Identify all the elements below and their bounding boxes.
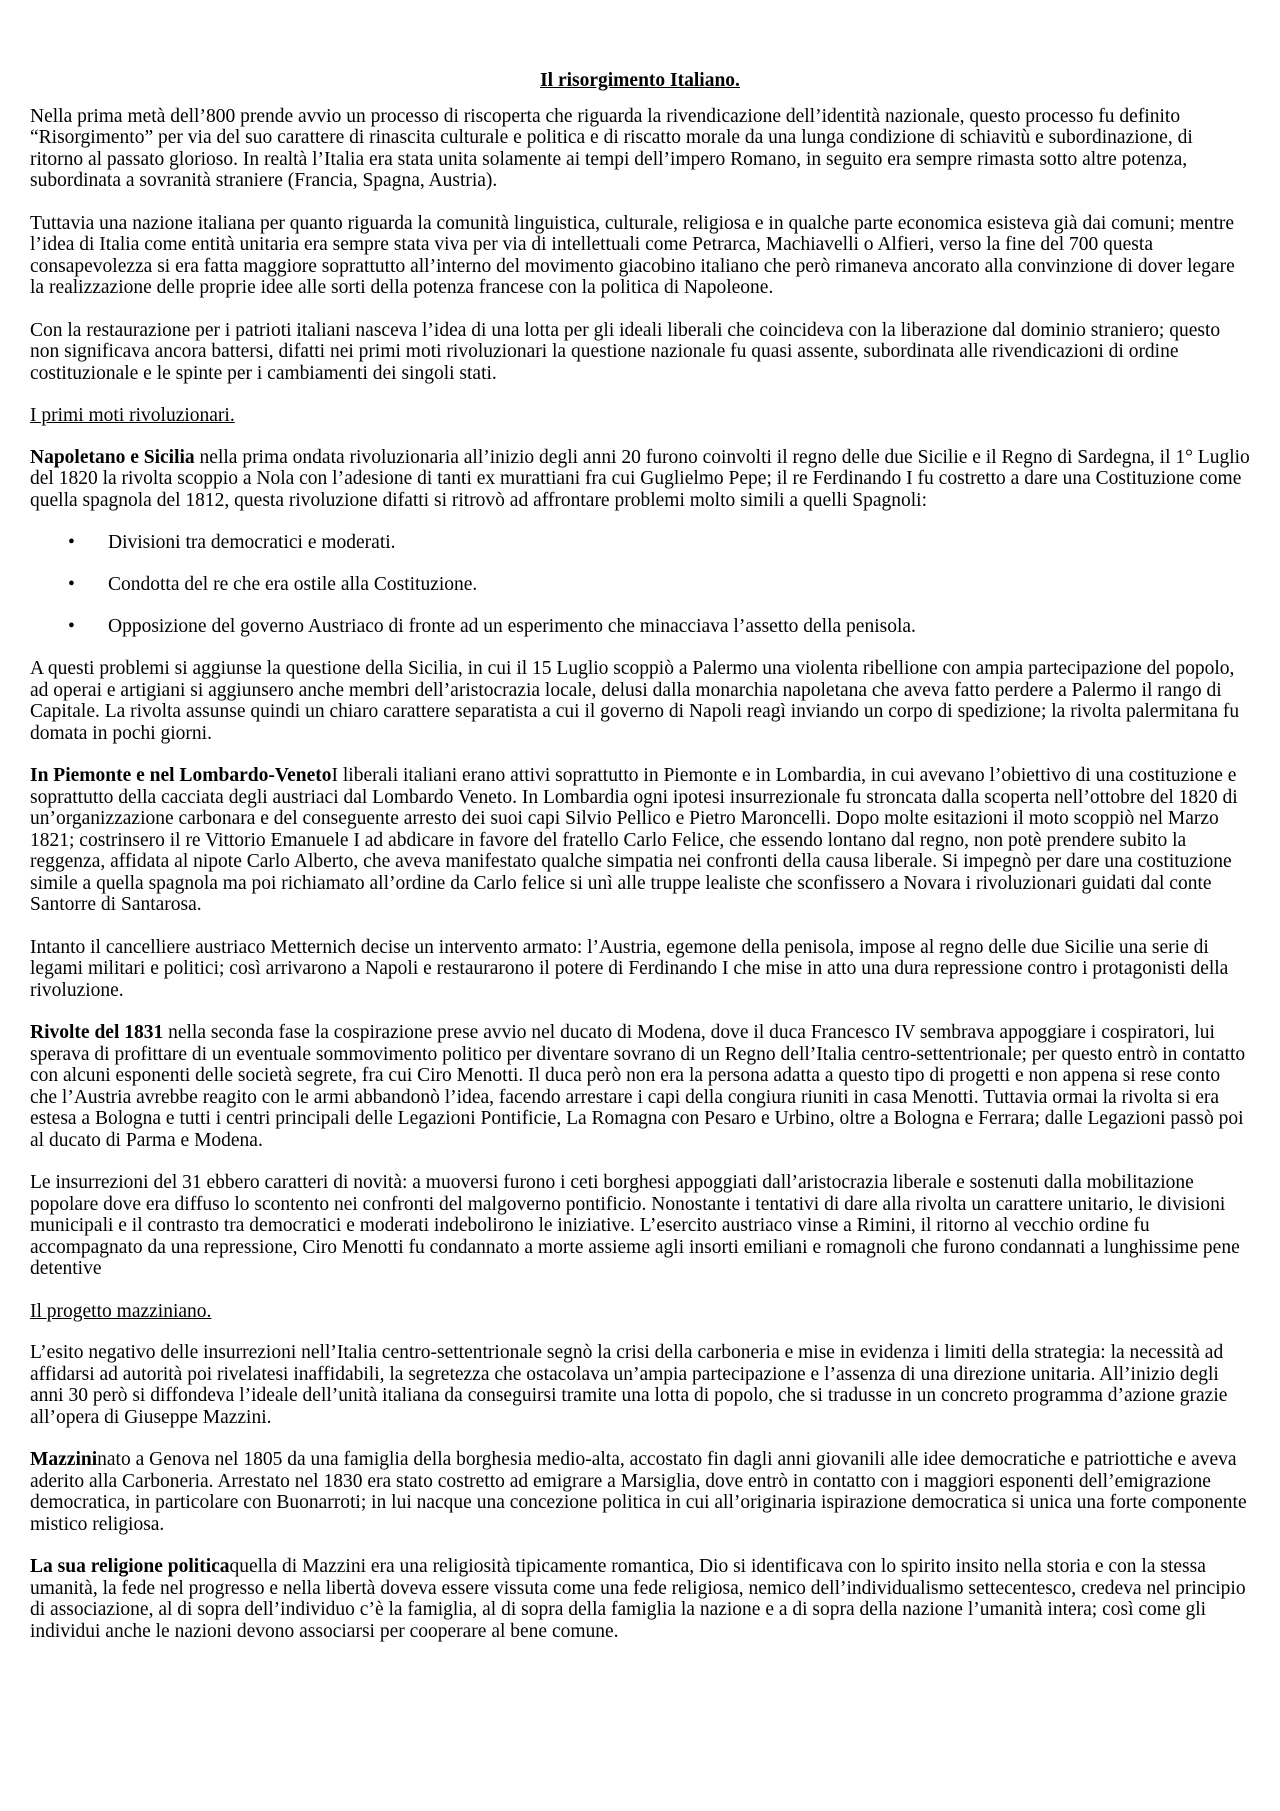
section-heading-primi-moti: I primi moti rivoluzionari. <box>30 405 235 426</box>
paragraph-lead: Mazzini <box>30 1449 98 1470</box>
bullet-icon: • <box>68 532 75 553</box>
paragraph-lead: La sua religione politica <box>30 1556 230 1577</box>
bullet-icon: • <box>68 574 75 595</box>
paragraph-lead: In Piemonte e nel Lombardo-Veneto <box>30 765 332 786</box>
paragraph-sicilia: A questi problemi si aggiunse la questione della Sicilia, in cui il 15 Luglio scoppiò a Palermo una violenta ribellione con ampia partecipazione del popolo, ad operai e artigiani si aggiunsero anche membri dell’aristocrazia locale, delusi dalla monarchia napoletana che aveva fatto perdere a Palermo il rango di Capitale. La rivolta assunse quindi un chiaro carattere separatista a cui il governo di Napoli reagì inviando un corpo di spedizione; la rivolta palermitana fu domata in pochi giorni. <box>30 658 1240 744</box>
paragraph-insurrezioni-31: Le insurrezioni del 31 ebbero caratteri di novità: a muoversi furono i ceti borghesi appoggiati dall’aristocrazia liberale e sostenuti dalla mobilitazione popolare dove era diffuso lo scontento nei confronti del malgoverno pontificio. Nonostante i tentativi di dare alla rivolta un carattere unitario, le divisioni municipali e il contrasto tra democratici e moderati indebolirono le iniziative. L’esercito austriaco vinse a Rimini, il ritorno al vecchio ordine fu accompagnato da una repressione, Ciro Menotti fu condannato a morte assieme agli insorti emiliani e romagnoli che furono condannati a lunghissime pene detentive <box>30 1172 1240 1279</box>
intro-paragraph-3: Con la restaurazione per i patrioti italiani nasceva l’idea di una lotta per gli ideali liberali che coincideva con la liberazione dal dominio straniero; questo non significava ancora battersi, difatti nei primi moti rivoluzionari la questione nazionale fu quasi assente, subordinata alle rivendicazioni di ordine costituzionale e le spinte per i cambiamenti dei singoli stati. <box>30 319 1221 384</box>
paragraph-lead: Rivolte del 1831 <box>30 1022 164 1043</box>
paragraph-body: nato a Genova nel 1805 da una famiglia della borghesia medio-alta, accostato fin dagli anni giovanili alle idee democratiche e patriottiche e aveva aderito alla Carboneria. Arrestato nel 1830 era stato costretto ad emigrare a Marsiglia, dove entrò in contatto con i maggiori esponenti dell’emigrazione democratica, in particolare con Buonarroti; in lui nacque una concezione politica in cui all’originaria ispirazione democratica si unica una forte componente mistico religiosa. <box>30 1449 1247 1535</box>
list-item <box>30 616 1250 637</box>
paragraph-body: nella prima ondata rivoluzionaria all’inizio degli anni 20 furono coinvolti il regno delle due Sicilie e il Regno di Sardegna, il 1° Luglio del 1820 la rivolta scoppio a Nola con l’adesione di tanti ex murattiani fra cui Guglielmo Pepe; il re Ferdinando I fu costretto a dare una Costituzione come quella spagnola del 1812, questa rivoluzione difatti si ritrovò ad affrontare problemi molto simili a quelli Spagnoli: <box>30 446 1250 511</box>
paragraph-esito: L’esito negativo delle insurrezioni nell’Italia centro-settentrionale segnò la crisi della carboneria e mise in evidenza i limiti della strategia: la necessità ad affidarsi ad autorità poi rivelatesi inaffidabili, la segretezza che ostacolava un’ampia partecipazione e l’assenza di una direzione unitaria. All’inizio degli anni 30 però si diffondeva l’ideale dell’unità italiana da conseguirsi tramite una lotta di popolo, che si tradusse in un concreto programma d’azione grazie all’opera di Giuseppe Mazzini. <box>30 1342 1228 1428</box>
paragraph-body: nella seconda fase la cospirazione prese avvio nel ducato di Modena, dove il duca Francesco IV sembrava appoggiare i cospiratori, lui sperava di profittare di un eventuale sommovimento politico per diventare sovrano di un Regno dell’Italia centro-settentrionale; per questo entrò in contatto con alcuni esponenti delle società segrete, fra cui Ciro Menotti. Il duca però non era la persona adatta a questo tipo di progetti e non appena si rese conto che l’Austria avrebbe reagito con le armi abbandonò l’idea, facendo arrestare i capi della congiura riuniti in casa Menotti. Tuttavia ormai la rivolta si era estesa a Bologna e tutti i centri principali delle Legazioni Pontificie, La Romagna con Pesaro e Urbino, oltre a Bologna e Ferrara; dalle Legazioni passò poi al ducato di Parma e Modena. <box>30 1022 1246 1151</box>
list-item-text: Divisioni tra democratici e moderati. <box>108 532 396 553</box>
section-heading-progetto-mazziniano: Il progetto mazziniano. <box>30 1300 212 1322</box>
paragraph-rivolte-1831 <box>30 1022 1250 1151</box>
bullet-icon: • <box>68 616 75 637</box>
intro-paragraph-2: Tuttavia una nazione italiana per quanto riguarda la comunità linguistica, culturale, religiosa e in qualche parte economica esisteva già dai comuni; mentre l’idea di Italia come entità unitaria era sempre stata viva per via di intellettuali come Petrarca, Machiavelli o Alfieri, verso la fine del 700 questa consapevolezza si era fatta maggiore soprattutto all’interno del movimento giacobino italiano che però rimaneva ancorato alla convinzione di dover legare la realizzazione delle proprie idee alle sorti della potenza francese con la politica di Napoleone. <box>30 212 1235 298</box>
intro-paragraph-1: Nella prima metà dell’800 prende avvio un processo di riscoperta che riguarda la rivendicazione dell’identità nazionale, questo processo fu definito “Risorgimento” per via del suo carattere di rinascita culturale e politica e di riscatto morale da una lunga condizione di schiavitù e subordinazione, di ritorno al passato glorioso. In realtà l’Italia era stata unita solamente ai tempi dell’impero Romano, in seguito era sempre rimasta sotto altre potenza, subordinata a sovranità straniere (Francia, Spagna, Austria). <box>30 105 1193 191</box>
problems-list <box>30 532 1250 637</box>
list-item <box>30 532 1250 553</box>
paragraph-religione-politica <box>30 1556 1250 1642</box>
paragraph-metternich: Intanto il cancelliere austriaco Metternich decise un intervento armato: l’Austria, egemone della penisola, impose al regno delle due Sicilie una serie di legami militari e politici; così arrivarono a Napoli e restaurarono il potere di Ferdinando I che mise in atto una dura repressione contro i protagonisti della rivoluzione. <box>30 936 1229 1001</box>
paragraph-body: quella di Mazzini era una religiosità tipicamente romantica, Dio si identificava con lo spirito insito nella storia e con la stessa umanità, la fede nel progresso e nella libertà doveva essere vissuta come una fede religiosa, nemico dell’individualismo settecentesco, credeva nel principio di associazione, al di sopra dell’individuo c’è la famiglia, al di sopra della famiglia la nazione e a di sopra della nazione l’umanità intera; così come gli individui anche le nazioni devono associarsi per cooperare al bene comune. <box>30 1556 1246 1642</box>
list-item-text: Condotta del re che era ostile alla Costituzione. <box>108 574 478 595</box>
list-item <box>30 574 1250 595</box>
paragraph-mazzini <box>30 1449 1250 1535</box>
paragraph-napoletano-sicilia <box>30 447 1250 512</box>
document-title: Il risorgimento Italiano. <box>540 70 740 91</box>
list-item-text: Opposizione del governo Austriaco di fronte ad un esperimento che minacciava l’assetto della penisola. <box>108 616 916 637</box>
paragraph-body: I liberali italiani erano attivi soprattutto in Piemonte e in Lombardia, in cui avevano l’obiettivo di una costituzione e soprattutto della cacciata degli austriaci dal Lombardo Veneto. In Lombardia ogni ipotesi insurrezionale fu stroncata dalla scoperta nell’ottobre del 1820 di un’organizzazione carbonara e del conseguente arresto dei suoi capi Silvio Pellico e Pietro Maroncelli. Dopo molte esitazioni il moto scoppiò nel Marzo 1821; costrinsero il re Vittorio Emanuele I ad abdicare in favore del fratello Carlo Felice, che essendo lontano dal regno, non potè prendere subito la reggenza, affidata al nipote Carlo Alberto, che aveva manifestato qualche simpatia nei confronti della causa liberale. Si impegnò per dare una costituzione simile a quella spagnola ma poi richiamato all’ordine da Carlo felice si unì alle truppe lealiste che sconfissero a Novara i rivoluzionari guidati dal conte Santorre di Santarosa. <box>30 765 1238 915</box>
paragraph-piemonte-lombardo-veneto <box>30 765 1250 916</box>
paragraph-lead: Napoletano e Sicilia <box>30 446 195 468</box>
